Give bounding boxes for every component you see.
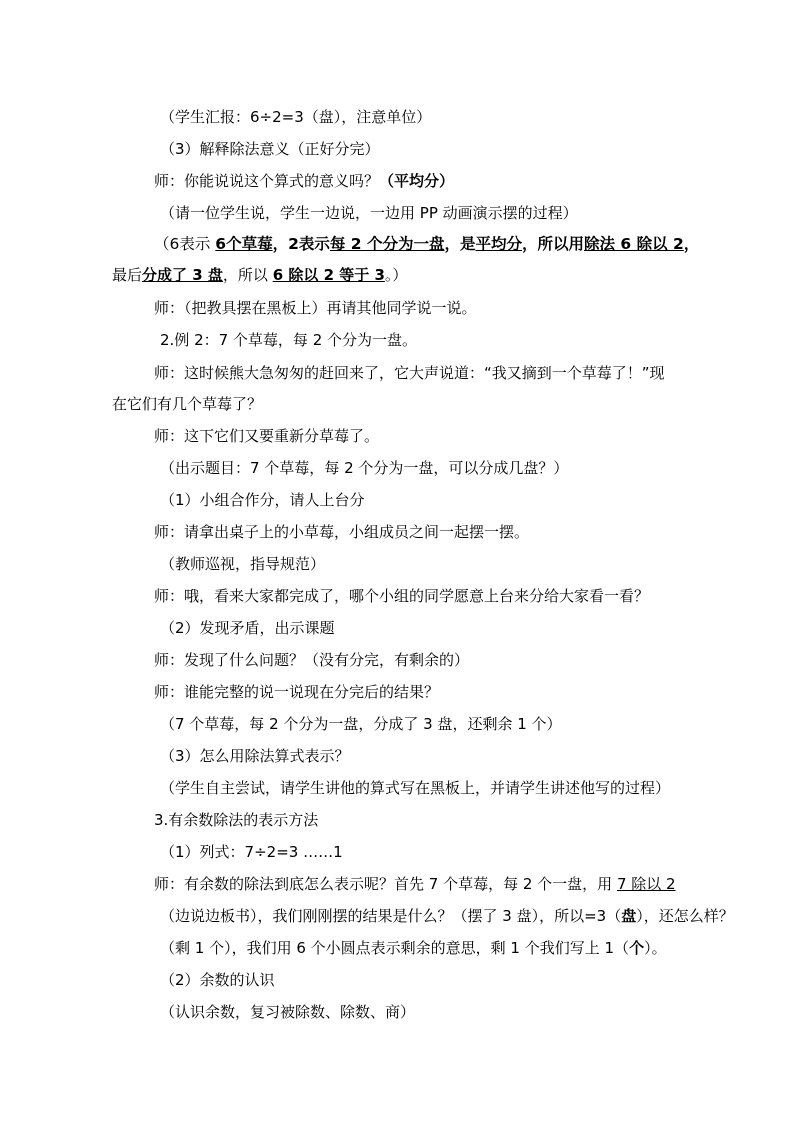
emphasis: 平均分 [475,235,522,253]
underlined-text: 7 除以 2 [616,875,676,893]
emphasis: 6个草莓 [215,235,273,253]
paragraph-teacher-how-represent [154,874,676,894]
text: 最后 [112,266,143,284]
paragraph-teacher-blackboard: 师：（把教具摆在黑板上）再请其他同学说一说。 [154,299,477,317]
text: （剩 1 个），我们用 6 个小圆点表示剩余的意思，剩 1 个我们写上 1（ [160,939,630,957]
text: （边说边板书），我们刚刚摆的结果是什么？（摆了 3 盘），所以=3（ [160,907,622,925]
paragraph-teacher-how-represent-3 [160,938,667,958]
paragraph-step-3-division-expression: （3）怎么用除法算式表示？ [160,747,350,765]
paragraph-teacher-what-problem: 师：发现了什么问题？（没有分完，有剩余的） [154,651,470,669]
emphasis: 分成了 3 盘 [142,266,223,284]
paragraph-student-report: （学生汇报：6÷2=3（盘），注意单位） [160,108,432,126]
text: （6表示 [154,235,216,253]
text: 师：有余数的除法到底怎么表示呢？首先 7 个草莓，每 2 个一盘，用 [154,875,617,893]
bold-unit: 盘 [621,907,637,925]
text: ，所以 [222,266,273,284]
paragraph-example-2: 2.例 2：7 个草莓，每 2 个分为一盘。 [160,331,418,349]
paragraph-teacher-take-strawberries: 师：请拿出桌子上的小草莓，小组成员之间一起摆一摆。 [154,523,530,541]
paragraph-teacher-patrol: （教师巡视，指导规范） [160,555,326,573]
paragraph-teacher-redistribute: 师：这下它们又要重新分草莓了。 [154,427,380,445]
text: 师：你能说说这个算式的意义吗？ [154,172,380,190]
paragraph-step-2-remainder: （2）余数的认识 [160,971,275,989]
paragraph-step-1-expression: （1）列式：7÷2=3 ……1 [160,843,343,861]
text: ， [683,235,700,253]
paragraph-recognize-remainder: （认识余数，复习被除数、除数、商） [160,1003,416,1021]
paragraph-show-problem: （出示题目：7 个草莓，每 2 个分为一盘，可以分成几盘？） [160,459,569,477]
paragraph-teacher-story-continued: 在它们有几个草莓了？ [112,395,263,413]
paragraph-meaning-continued [112,265,407,285]
paragraph-teacher-completed: 师：哦，看来大家都完成了，哪个小组的同学愿意上台来分给大家看一看？ [154,587,650,605]
paragraph-step-2-contradiction: （2）发现矛盾，出示课题 [160,619,335,637]
text: ，是 [444,235,476,253]
text: ）。 [644,939,667,957]
emphasis: 每 2 个分为一盘 [329,235,445,253]
paragraph-result-remainder: （7 个草莓，每 2 个分为一盘，分成了 3 盘，还剩余 1 个） [160,715,562,733]
paragraph-teacher-how-represent-2 [160,906,734,926]
bold-answer: （平均分） [379,172,455,190]
bold-unit: 个 [629,939,645,957]
paragraph-teacher-story: 师：这时候熊大急匆匆的赶回来了，它大声说道：“我又摘到一个草莓了！”现 [154,364,665,382]
paragraph-student-demo: （请一位学生说，学生一边说，一边用 PP 动画演示摆的过程） [160,204,578,222]
paragraph-teacher-complete-result: 师：谁能完整的说一说现在分完后的结果？ [154,683,440,701]
paragraph-step-3-explain: （3）解释除法意义（正好分完） [160,140,380,158]
text: ），还怎么样？ [636,907,734,925]
text: ，2表示 [272,235,330,253]
paragraph-meaning-explained [154,234,699,254]
paragraph-step-1-group: （1）小组合作分，请人上台分 [160,491,365,509]
text: 。） [384,266,408,284]
paragraph-teacher-question [154,171,454,191]
paragraph-section-3-heading: 3.有余数除法的表示方法 [154,811,319,829]
emphasis: 除法 6 除以 2 [584,235,684,253]
paragraph-student-try: （学生自主尝试，请学生讲他的算式写在黑板上，并请学生讲述他写的过程） [160,779,671,797]
emphasis: 6 除以 2 等于 3 [272,266,385,284]
text: ，所以用 [522,235,585,253]
